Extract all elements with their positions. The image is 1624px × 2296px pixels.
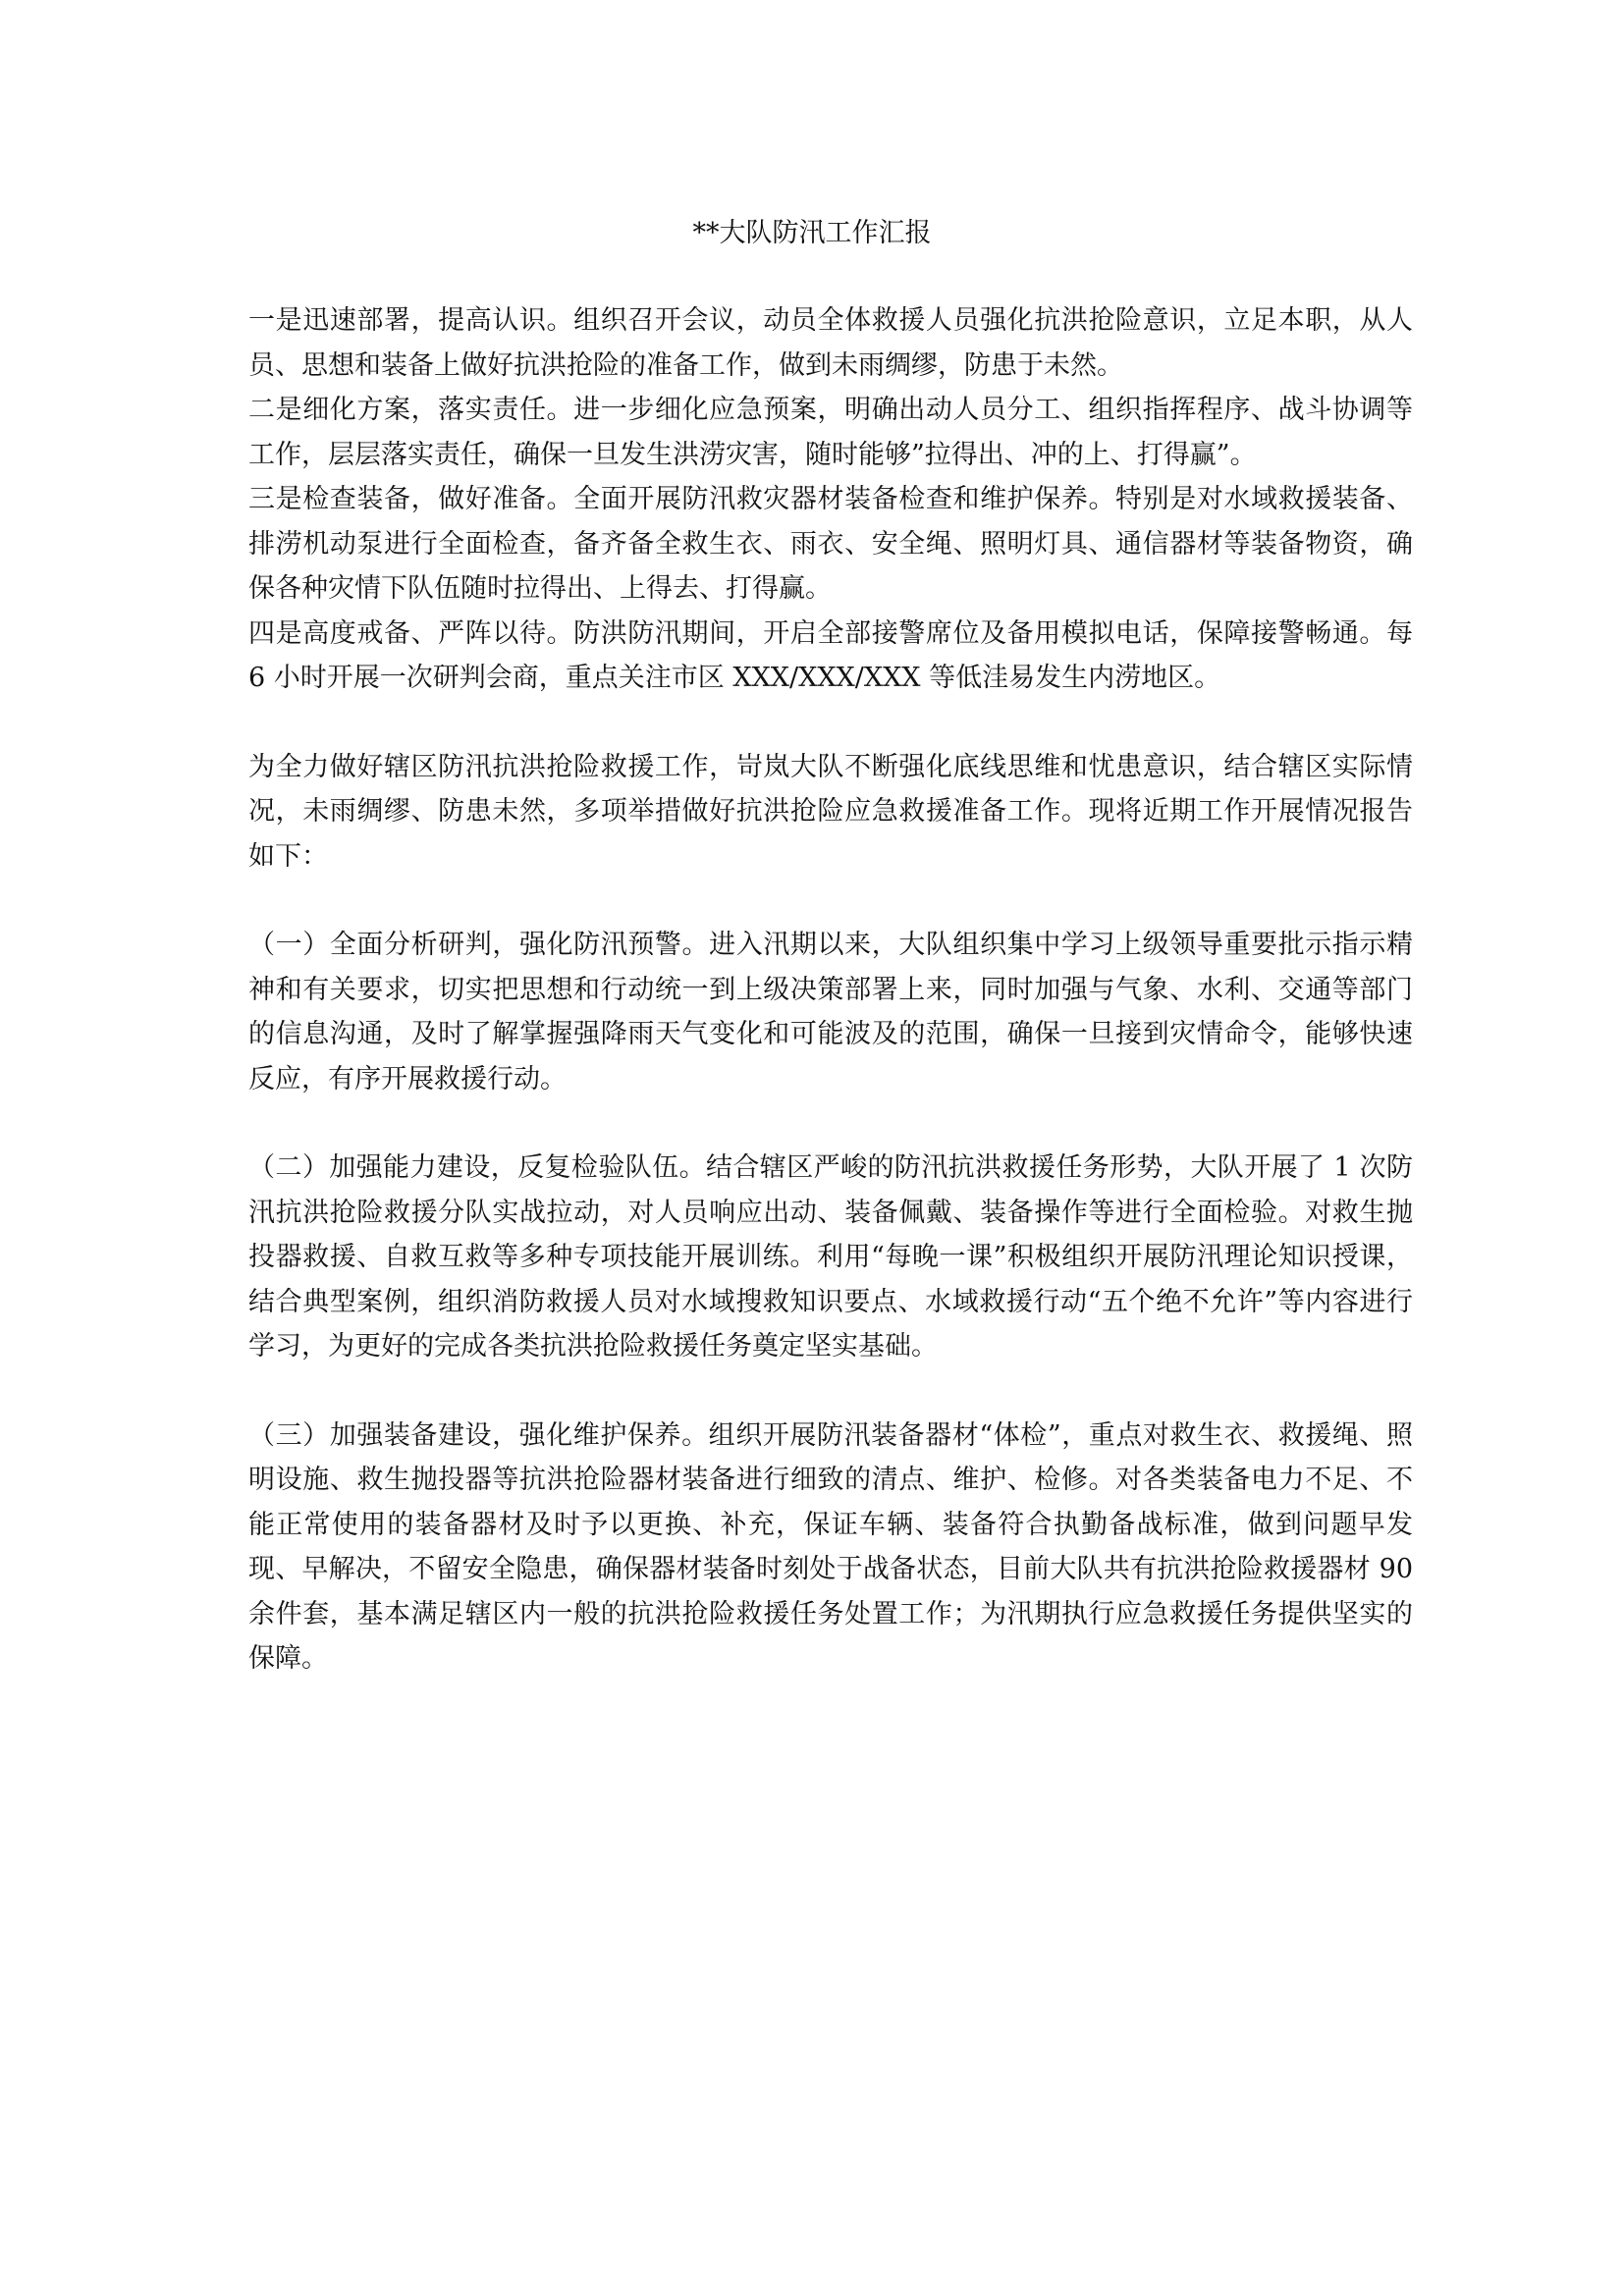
paragraph-gap (248, 701, 1413, 745)
paragraph-gap (248, 1101, 1413, 1146)
paragraph-gap (248, 1369, 1413, 1414)
document-title: **大队防汛工作汇报 (692, 218, 932, 248)
document-body (248, 298, 1413, 1682)
summary-point-1: 一是迅速部署，提高认识。组织召开会议，动员全体救援人员强化抗洪抢险意识，立足本职，从人员、思想和装备上做好抗洪抢险的准备工作，做到未雨绸缪，防患于未然。 (248, 305, 1413, 381)
summary-point-2: 二是细化方案，落实责任。进一步细化应急预案，明确出动人员分工、组织指挥程序、战斗协调等工作，层层落实责任，确保一旦发生洪涝灾害，随时能够”拉得出、冲的上、打得赢”。 (248, 395, 1413, 470)
summary-point-3: 三是检查装备，做好准备。全面开展防汛救灾器材装备检查和维护保养。特别是对水域救援装备、排涝机动泵进行全面检查，备齐备全救生衣、雨衣、安全绳、照明灯具、通信器材等装备物资，确保各种灾情下队伍随时拉得出、上得去、打得赢。 (248, 484, 1413, 604)
paragraph-gap (248, 879, 1413, 923)
summary-point-4: 四是高度戒备、严阵以待。防洪防汛期间，开启全部接警席位及备用模拟电话，保障接警畅通。每 6 小时开展一次研判会商，重点关注市区 XXX/XXX/XXX 等低洼易发生内涝地区。 (248, 617, 1413, 693)
section-3-paragraph: （三）加强装备建设，强化维护保养。组织开展防汛装备器材“体检”，重点对救生衣、救援绳、照明设施、救生抛投器等抗洪抢险器材装备进行细致的清点、维护、检修。对各类装备电力不足、不能正常使用的装备器材及时予以更换、补充，保证车辆、装备符合执勤备战标准，做到问题早发现、早解决，不留安全隐患，确保器材装备时刻处于战备状态，目前大队共有抗洪抢险救援器材 90 余件套，基本满足辖区内一般的抗洪抢险救援任务处置工作；为汛期执行应急救援任务提供坚实的保障。 (248, 1419, 1413, 1674)
intro-paragraph: 为全力做好辖区防汛抗洪抢险救援工作，岢岚大队不断强化底线思维和忧患意识，结合辖区实际情况，未雨绸缪、防患未然，多项举措做好抗洪抢险应急救援准备工作。现将近期工作开展情况报告如下： (248, 751, 1413, 872)
section-1-paragraph: （一）全面分析研判，强化防汛预警。进入汛期以来，大队组织集中学习上级领导重要批示指示精神和有关要求，切实把思想和行动统一到上级决策部署上来，同时加强与气象、水利、交通等部门的信息沟通，及时了解掌握强降雨天气变化和可能波及的范围，确保一旦接到灾情命令，能够快速反应，有序开展救援行动。 (248, 930, 1413, 1095)
section-2-paragraph: （二）加强能力建设，反复检验队伍。结合辖区严峻的防汛抗洪救援任务形势，大队开展了 1 次防汛抗洪抢险救援分队实战拉动，对人员响应出动、装备佩戴、装备操作等进行全面检验。对救生抛投器救援、自救互救等多种专项技能开展训练。利用“每晚一课”积极组织开展防汛理论知识授课，结合典型案例，组织消防救援人员对水域搜救知识要点、水域救援行动“五个绝不允许”等内容进行学习，为更好的完成各类抗洪抢险救援任务奠定坚实基础。 (248, 1152, 1413, 1362)
